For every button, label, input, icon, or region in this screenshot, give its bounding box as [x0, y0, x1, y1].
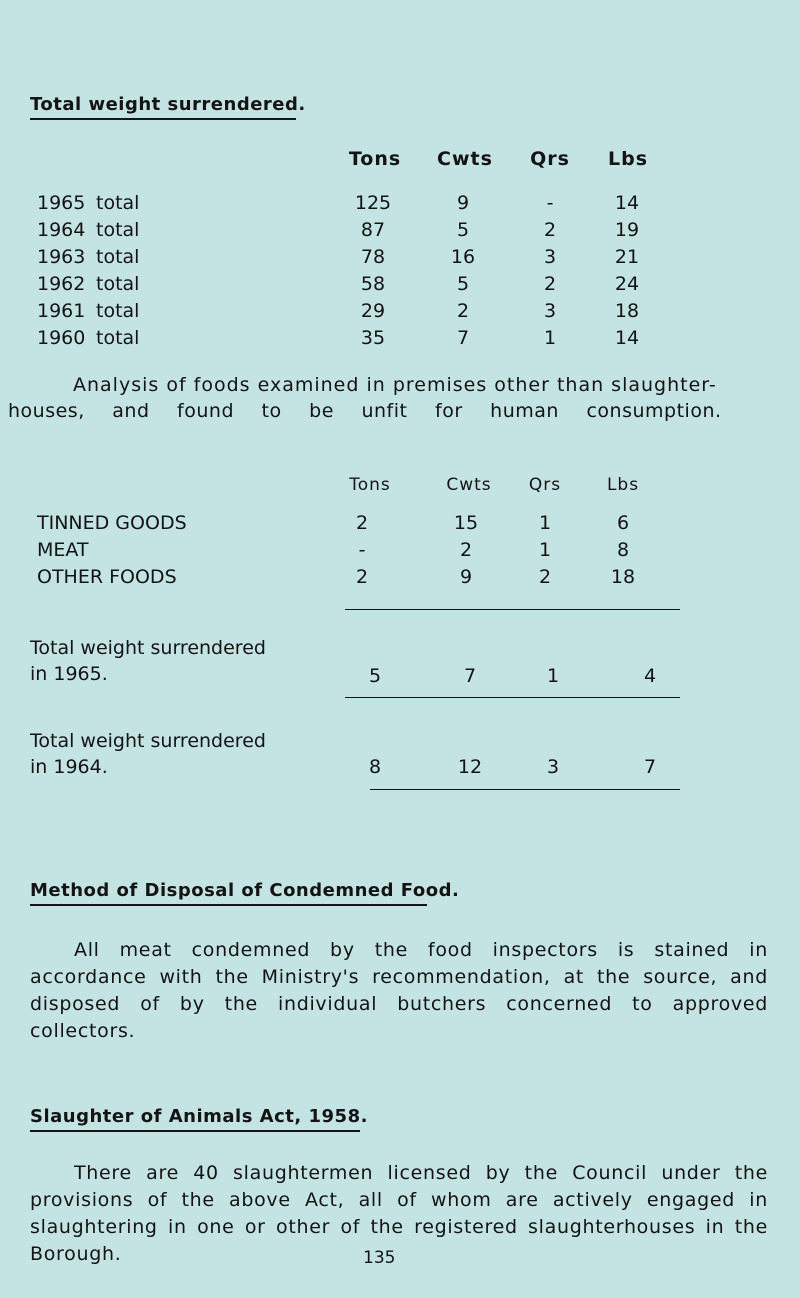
analysis-intro-line1: Analysis of foods examined in premises other than slaughter- — [73, 374, 717, 396]
slaughter-paragraph — [30, 1160, 768, 1268]
analysis-intro-line2-text: houses, and found to be unfit for human consumption. — [8, 400, 722, 422]
row-year: 1963 — [37, 246, 86, 268]
cell-tons: 87 — [360, 219, 386, 241]
row-label: TINNED GOODS — [37, 512, 187, 534]
divider-line — [370, 789, 680, 790]
row-label: total — [96, 192, 140, 214]
total-1965-label-line2: in 1965. — [30, 663, 108, 685]
cell-lbs: 24 — [614, 273, 640, 295]
cell-tons: - — [358, 539, 366, 561]
row-label: total — [96, 273, 140, 295]
cell-lbs: 8 — [616, 539, 630, 561]
cell-lbs: 19 — [614, 219, 640, 241]
row-label: total — [96, 219, 140, 241]
row-label: total — [96, 246, 140, 268]
cell-cwts: 16 — [450, 246, 476, 268]
col-tons: Tons — [348, 148, 402, 170]
cell-qrs: 1 — [543, 327, 557, 349]
total-weight-heading: Total weight surrendered. — [30, 94, 296, 120]
cell-lbs: 7 — [643, 756, 657, 778]
cell-cwts: 15 — [453, 512, 479, 534]
cell-tons: 2 — [355, 566, 369, 588]
cell-tons: 58 — [360, 273, 386, 295]
cell-qrs: 3 — [546, 756, 560, 778]
col-lbs: Lbs — [606, 475, 640, 495]
cell-qrs: 2 — [543, 273, 557, 295]
cell-cwts: 12 — [457, 756, 483, 778]
cell-lbs: 18 — [610, 566, 636, 588]
cell-cwts: 2 — [459, 539, 473, 561]
cell-lbs: 6 — [616, 512, 630, 534]
cell-qrs: - — [546, 192, 554, 214]
disposal-heading: Method of Disposal of Condemned Food. — [30, 880, 427, 906]
cell-cwts: 7 — [456, 327, 470, 349]
col-tons: Tons — [349, 475, 391, 495]
row-year: 1962 — [37, 273, 86, 295]
cell-tons: 35 — [360, 327, 386, 349]
row-year: 1960 — [37, 327, 86, 349]
total-1964-label-line2: in 1964. — [30, 756, 108, 778]
analysis-intro-line2 — [8, 400, 778, 422]
cell-tons: 29 — [360, 300, 386, 322]
page-number: 135 — [363, 1248, 396, 1268]
divider-line — [345, 697, 680, 698]
cell-tons: 78 — [360, 246, 386, 268]
col-cwts: Cwts — [437, 148, 493, 170]
row-year: 1964 — [37, 219, 86, 241]
cell-cwts: 5 — [456, 219, 470, 241]
cell-lbs: 14 — [614, 192, 640, 214]
row-year: 1961 — [37, 300, 86, 322]
col-qrs: Qrs — [528, 475, 562, 495]
row-label: total — [96, 327, 140, 349]
cell-qrs: 1 — [546, 665, 560, 687]
cell-lbs: 18 — [614, 300, 640, 322]
cell-qrs: 2 — [538, 566, 552, 588]
cell-cwts: 2 — [456, 300, 470, 322]
row-label: OTHER FOODS — [37, 566, 177, 588]
cell-cwts: 9 — [459, 566, 473, 588]
cell-tons: 5 — [368, 665, 382, 687]
cell-lbs: 14 — [614, 327, 640, 349]
row-label: MEAT — [37, 539, 89, 561]
col-qrs: Qrs — [530, 148, 570, 170]
slaughter-heading: Slaughter of Animals Act, 1958. — [30, 1106, 360, 1132]
total-1965-label-line1: Total weight surrendered — [30, 637, 266, 659]
cell-qrs: 3 — [543, 246, 557, 268]
cell-cwts: 7 — [463, 665, 477, 687]
cell-cwts: 5 — [456, 273, 470, 295]
cell-tons: 2 — [355, 512, 369, 534]
cell-qrs: 3 — [543, 300, 557, 322]
row-label: total — [96, 300, 140, 322]
divider-line — [345, 609, 680, 610]
cell-tons: 125 — [354, 192, 392, 214]
cell-qrs: 2 — [543, 219, 557, 241]
disposal-paragraph — [30, 937, 768, 1045]
col-cwts: Cwts — [446, 475, 492, 495]
row-year: 1965 — [37, 192, 86, 214]
cell-lbs: 4 — [643, 665, 657, 687]
cell-tons: 8 — [368, 756, 382, 778]
col-lbs: Lbs — [607, 148, 649, 170]
disposal-text: All meat condemned by the food inspectors is stained in accordance with the Ministry's recommendation, at the source, and disposed of by the individual butchers concerned to approved collectors. — [30, 939, 768, 1042]
cell-qrs: 1 — [538, 512, 552, 534]
total-1964-label-line1: Total weight surrendered — [30, 730, 266, 752]
slaughter-text: There are 40 slaughtermen licensed by the Council under the provisions of the above Act, all of whom are actively engaged in slaughtering in one or other of the registered slaughterhouses in the Borough. — [30, 1162, 768, 1265]
cell-cwts: 9 — [456, 192, 470, 214]
cell-lbs: 21 — [614, 246, 640, 268]
cell-qrs: 1 — [538, 539, 552, 561]
